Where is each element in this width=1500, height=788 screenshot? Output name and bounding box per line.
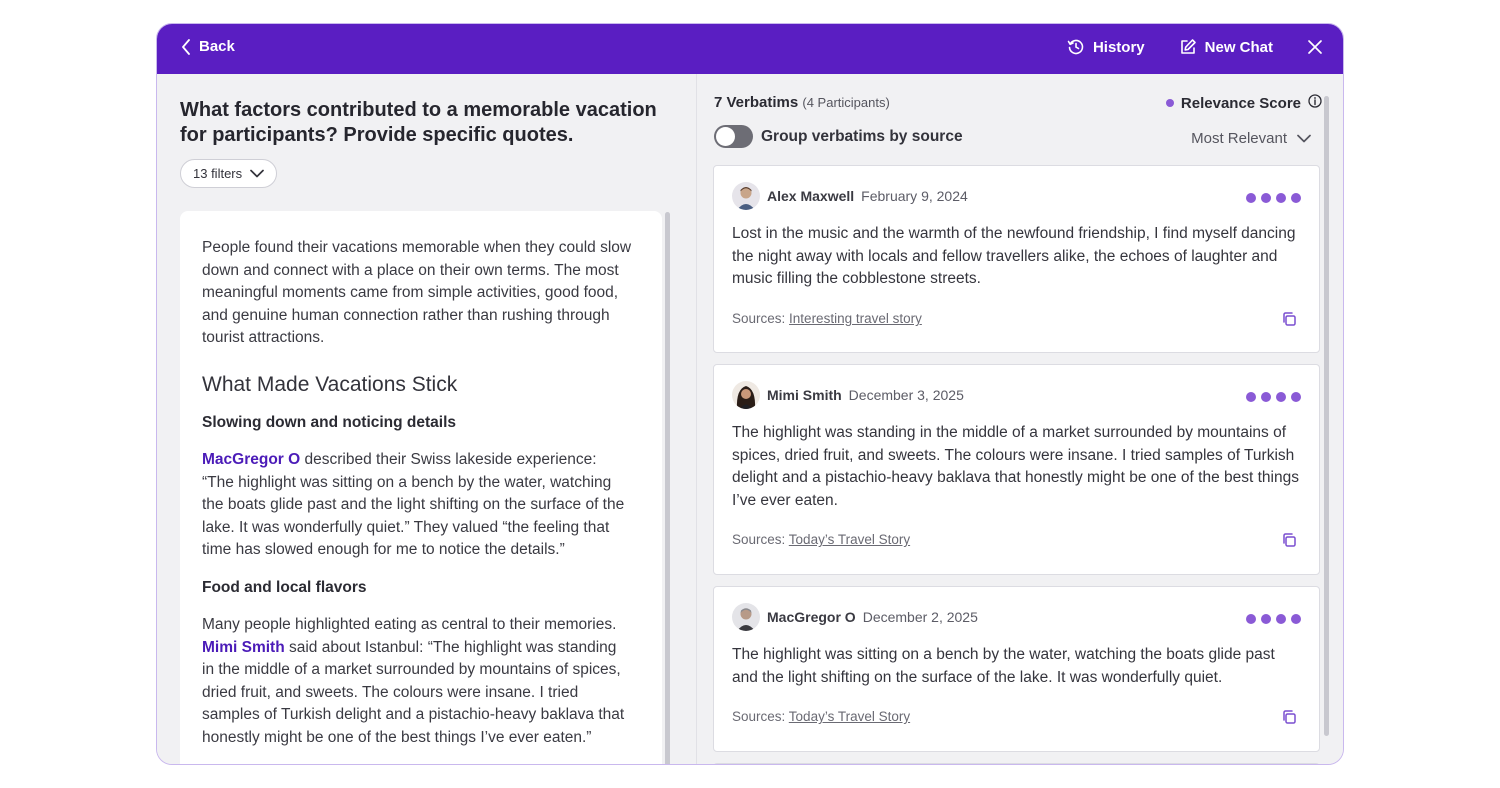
relevance-dots bbox=[1246, 392, 1301, 402]
history-button[interactable] bbox=[1067, 38, 1145, 56]
copy-icon[interactable] bbox=[1281, 311, 1297, 332]
participant-link-mimi[interactable]: Mimi Smith bbox=[202, 638, 285, 656]
participant-name[interactable]: MacGregor O bbox=[767, 609, 856, 625]
verbatim-source: Sources: Today’s Travel Story bbox=[732, 532, 911, 547]
chevron-down-icon bbox=[250, 166, 264, 181]
group-by-source-label: Group verbatims by source bbox=[761, 127, 963, 145]
verbatim-quote: Lost in the music and the warmth of the newfound friendship, I find myself dancing the night away with locals and fellow travellers alike, the echoes of laughter and music filling the cobblestone streets. bbox=[732, 225, 1296, 287]
section-title-slowing-down: Slowing down and noticing details bbox=[202, 413, 457, 431]
back-button[interactable] bbox=[181, 38, 235, 55]
filters-label: 13 filters bbox=[193, 166, 243, 181]
source-link[interactable]: Interesting travel story bbox=[789, 311, 922, 326]
question-title: What factors contributed to a memorable vacation for participants? Provide specific quotes. bbox=[180, 99, 657, 146]
history-icon bbox=[1067, 38, 1085, 56]
source-link[interactable]: Today’s Travel Story bbox=[788, 532, 911, 547]
verbatims-count: 7 Verbatims (4 Participants) bbox=[714, 94, 890, 111]
new-chat-label: New Chat bbox=[1204, 38, 1273, 56]
answer-scrollbar[interactable] bbox=[665, 212, 670, 765]
verbatims-scrollbar[interactable] bbox=[1324, 96, 1329, 736]
verbatims-panel bbox=[696, 74, 1344, 765]
group-by-source-row bbox=[714, 125, 963, 148]
info-icon[interactable] bbox=[1308, 94, 1322, 112]
verbatim-quote: The highlight was standing in the middle of a market surrounded by mountains of spices, dried fruit, and sweets. The colours were insane. I tried samples of Turkish delight and a pistachio-heavy baklava that honestly might be one of the best things I’ve ever eaten. bbox=[732, 424, 1299, 509]
verbatim-card bbox=[713, 364, 1320, 575]
source-link[interactable]: Today’s Travel Story bbox=[788, 709, 911, 724]
section-title-food: Food and local flavors bbox=[202, 578, 367, 596]
answer-intro: People found their vacations memorable when they could slow down and connect with a place on their own terms. The most meaningful moments came from simple activities, good food, and genuine human connection rather than rushing through tourist attractions. bbox=[202, 239, 632, 346]
copy-icon[interactable] bbox=[1281, 709, 1297, 730]
verbatim-card bbox=[713, 165, 1320, 353]
section-paragraph-food: Many people highlighted eating as central to their memories. Mimi Smith said about Istanbul: “The highlight was standing in the middle of a market surrounded by mountains of spices, dried fruit, and sweets. The colours were insane. I tried samples of Turkish delight and a pistachio-heavy baklava that honestly might be one of the best things I’ve ever eaten.” bbox=[202, 616, 625, 746]
participant-link-macgregor[interactable]: MacGregor O bbox=[202, 451, 301, 468]
verbatim-card bbox=[713, 763, 1320, 765]
copy-icon[interactable] bbox=[1281, 532, 1297, 553]
relevance-dots bbox=[1246, 614, 1301, 624]
top-bar bbox=[157, 24, 1343, 74]
chevron-down-icon bbox=[1297, 130, 1311, 147]
relevance-dots bbox=[1246, 193, 1301, 203]
answer-panel bbox=[157, 74, 696, 765]
participant-name[interactable]: Alex Maxwell bbox=[767, 188, 855, 204]
close-icon bbox=[1307, 39, 1323, 55]
verbatim-source: Sources: Today’s Travel Story bbox=[732, 709, 911, 724]
participant-name[interactable]: Mimi Smith bbox=[767, 387, 842, 403]
chevron-left-icon bbox=[181, 39, 191, 55]
sort-label: Most Relevant bbox=[1191, 130, 1287, 147]
verbatim-date: December 2, 2025 bbox=[862, 609, 978, 625]
new-chat-button[interactable] bbox=[1179, 38, 1273, 56]
close-button[interactable] bbox=[1307, 39, 1323, 55]
chat-window bbox=[156, 23, 1344, 765]
participants-count: (4 Participants) bbox=[802, 95, 890, 110]
avatar bbox=[732, 603, 760, 631]
sort-dropdown[interactable] bbox=[1191, 130, 1311, 147]
avatar bbox=[732, 182, 760, 210]
group-by-source-toggle[interactable] bbox=[714, 125, 753, 148]
filters-dropdown[interactable] bbox=[180, 159, 277, 188]
relevance-dot bbox=[1166, 99, 1174, 107]
history-label: History bbox=[1092, 38, 1145, 56]
verbatim-card bbox=[713, 586, 1320, 752]
answer-heading: What Made Vacations Stick bbox=[202, 372, 458, 396]
verbatim-source: Sources: Interesting travel story bbox=[732, 311, 922, 326]
section-paragraph-slowing-down: MacGregor O described their Swiss lakeside experience: “The highlight was sitting on a bench by the water, watching the boats glide past and the light shifting on the surface of the lake. It was wonderfully quiet.” They valued “the feeling that time has slowed enough for me to notice the details.” bbox=[202, 451, 625, 558]
answer-card bbox=[180, 211, 662, 765]
edit-icon bbox=[1179, 38, 1197, 56]
back-label: Back bbox=[199, 38, 235, 55]
verbatim-quote: The highlight was sitting on a bench by the water, watching the boats glide past and the light shifting on the surface of the lake. It was wonderfully quiet. bbox=[732, 646, 1275, 686]
verbatim-date: December 3, 2025 bbox=[848, 387, 964, 403]
avatar bbox=[732, 381, 760, 409]
relevance-score-legend: Relevance Score bbox=[1166, 94, 1322, 112]
verbatim-date: February 9, 2024 bbox=[861, 188, 968, 204]
